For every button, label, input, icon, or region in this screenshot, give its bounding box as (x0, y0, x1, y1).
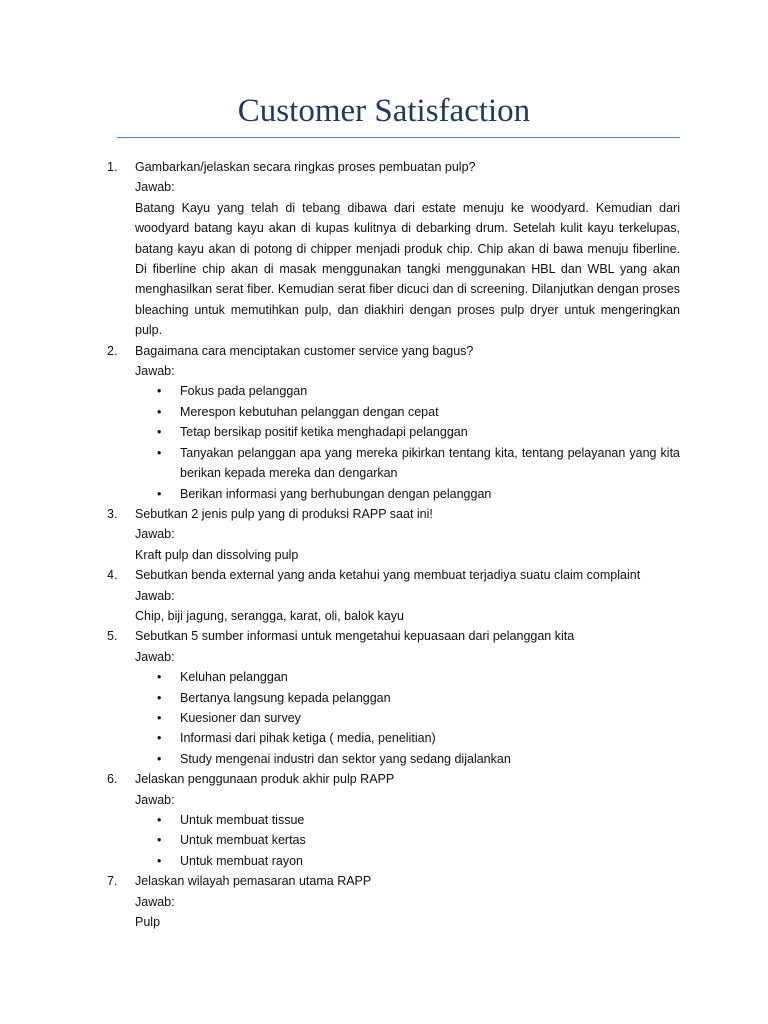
bullet-icon: • (157, 486, 162, 501)
question-number: 7. (107, 874, 118, 889)
page-title: Customer Satisfaction (237, 93, 531, 129)
answer-bullet-list (135, 667, 680, 769)
bullet-item (135, 708, 680, 728)
question-text: Gambarkan/jelaskan secara ringkas proses pembuatan pulp? (135, 160, 476, 174)
bullet-text: Study mengenai industri dan sektor yang sedang dijalankan (180, 751, 511, 766)
bullet-text: Keluhan pelanggan (180, 670, 288, 685)
question-text: Jelaskan penggunaan produk akhir pulp RAPP (135, 772, 395, 787)
answer-text: Batang Kayu yang telah di tebang dibawa dari estate menuju ke woodyard. Kemudian dari woodyard batang kayu akan di kupas kulitnya di debarking drum. Setelah kulit kayu terkelupas, batang kayu akan di potong di chipper menjadi produk chip. Chip akan di bawa menuju fiberline. Di fiberline chip akan di masak menggunakan tangki menggunakan HBL dan WBL yang akan menghasilkan serat fiber. Kemudian serat fiber dicuci dan di screening. Dilanjutkan dengan proses bleaching untuk memutihkan pulp, dan diakhiri dengan proses pulp dryer untuk mengeringkan pulp. (135, 200, 680, 338)
answer-text: Kraft pulp dan dissolving pulp (135, 547, 299, 562)
title-divider (117, 137, 680, 138)
answer-label: Jawab: (135, 364, 175, 379)
answer-text: Chip, biji jagung, serangga, karat, oli, balok kayu (135, 608, 404, 623)
bullet-text: Fokus pada pelanggan (180, 384, 308, 399)
question-number: 3. (107, 506, 118, 521)
question-body (135, 769, 680, 871)
question-item (107, 157, 680, 341)
question-item (107, 769, 680, 871)
bullet-item (135, 728, 680, 748)
bullet-text: Untuk membuat tissue (180, 813, 305, 827)
question-text: Sebutkan 5 sumber informasi untuk mengetahui kepuasaan dari pelanggan kita (135, 629, 575, 644)
bullet-item (135, 749, 680, 769)
question-number: 6. (107, 772, 118, 787)
bullet-text: Tetap bersikap positif ketika menghadapi pelanggan (180, 425, 468, 440)
bullet-icon: • (157, 751, 162, 766)
bullet-icon: • (157, 445, 162, 460)
bullet-text: Untuk membuat rayon (180, 853, 303, 868)
bullet-item (135, 688, 680, 708)
answer-bullet-list (135, 810, 680, 871)
bullet-text: Berikan informasi yang berhubungan dengan pelanggan (180, 486, 492, 501)
question-number: 2. (107, 343, 118, 358)
bullet-icon: • (157, 404, 162, 419)
question-body (135, 871, 680, 932)
question-text: Bagaimana cara menciptakan customer service yang bagus? (135, 343, 474, 358)
answer-label: Jawab: (135, 180, 175, 195)
bullet-item (135, 830, 680, 850)
question-item (107, 871, 680, 932)
answer-text: Pulp (135, 915, 161, 930)
bullet-item (135, 810, 680, 830)
answer-label: Jawab: (135, 649, 175, 664)
bullet-item (135, 667, 680, 687)
question-item (107, 565, 680, 626)
question-body (135, 157, 680, 341)
bullet-item (135, 381, 680, 401)
bullet-text: Tanyakan pelanggan apa yang mereka pikirkan tentang kita, tentang pelayanan yang kita berikan kepada mereka dan dengarkan (180, 445, 680, 481)
bullet-item (135, 402, 680, 422)
bullet-item (135, 484, 680, 504)
question-number: 5. (107, 629, 118, 644)
bullet-item (135, 422, 680, 442)
bullet-icon: • (157, 833, 162, 848)
answer-label: Jawab: (135, 894, 175, 909)
bullet-icon: • (157, 425, 162, 440)
bullet-icon: • (157, 731, 162, 746)
bullet-icon: • (157, 853, 162, 868)
bullet-item (135, 443, 680, 484)
bullet-text: Merespon kebutuhan pelanggan dengan cepat (180, 404, 439, 419)
question-text: Sebutkan 2 jenis pulp yang di produksi RAPP saat ini! (135, 506, 433, 521)
answer-label: Jawab: (135, 527, 175, 542)
question-body (135, 626, 680, 769)
bullet-icon: • (157, 384, 162, 399)
answer-label: Jawab: (135, 792, 175, 807)
bullet-text: Untuk membuat kertas (180, 833, 306, 848)
question-item (107, 341, 680, 504)
bullet-text: Kuesioner dan survey (180, 710, 301, 725)
answer-label: Jawab: (135, 588, 175, 603)
question-item (107, 504, 680, 565)
question-text: Jelaskan wilayah pemasaran utama RAPP (135, 874, 372, 889)
bullet-icon: • (157, 813, 162, 827)
bullet-icon: • (157, 710, 162, 725)
question-text: Sebutkan benda external yang anda ketahui yang membuat terjadiya suatu claim complaint (135, 568, 641, 583)
question-body (135, 341, 680, 504)
bullet-icon: • (157, 670, 162, 685)
bullet-text: Bertanya langsung kepada pelanggan (180, 690, 391, 705)
bullet-text: Informasi dari pihak ketiga ( media, penelitian) (180, 731, 436, 746)
answer-bullet-list (135, 381, 680, 503)
question-number: 1. (107, 160, 118, 174)
question-list (107, 157, 680, 932)
bullet-icon: • (157, 690, 162, 705)
question-body (135, 504, 680, 565)
question-body (135, 565, 680, 626)
question-item (107, 626, 680, 769)
bullet-item (135, 851, 680, 871)
question-number: 4. (107, 568, 118, 583)
